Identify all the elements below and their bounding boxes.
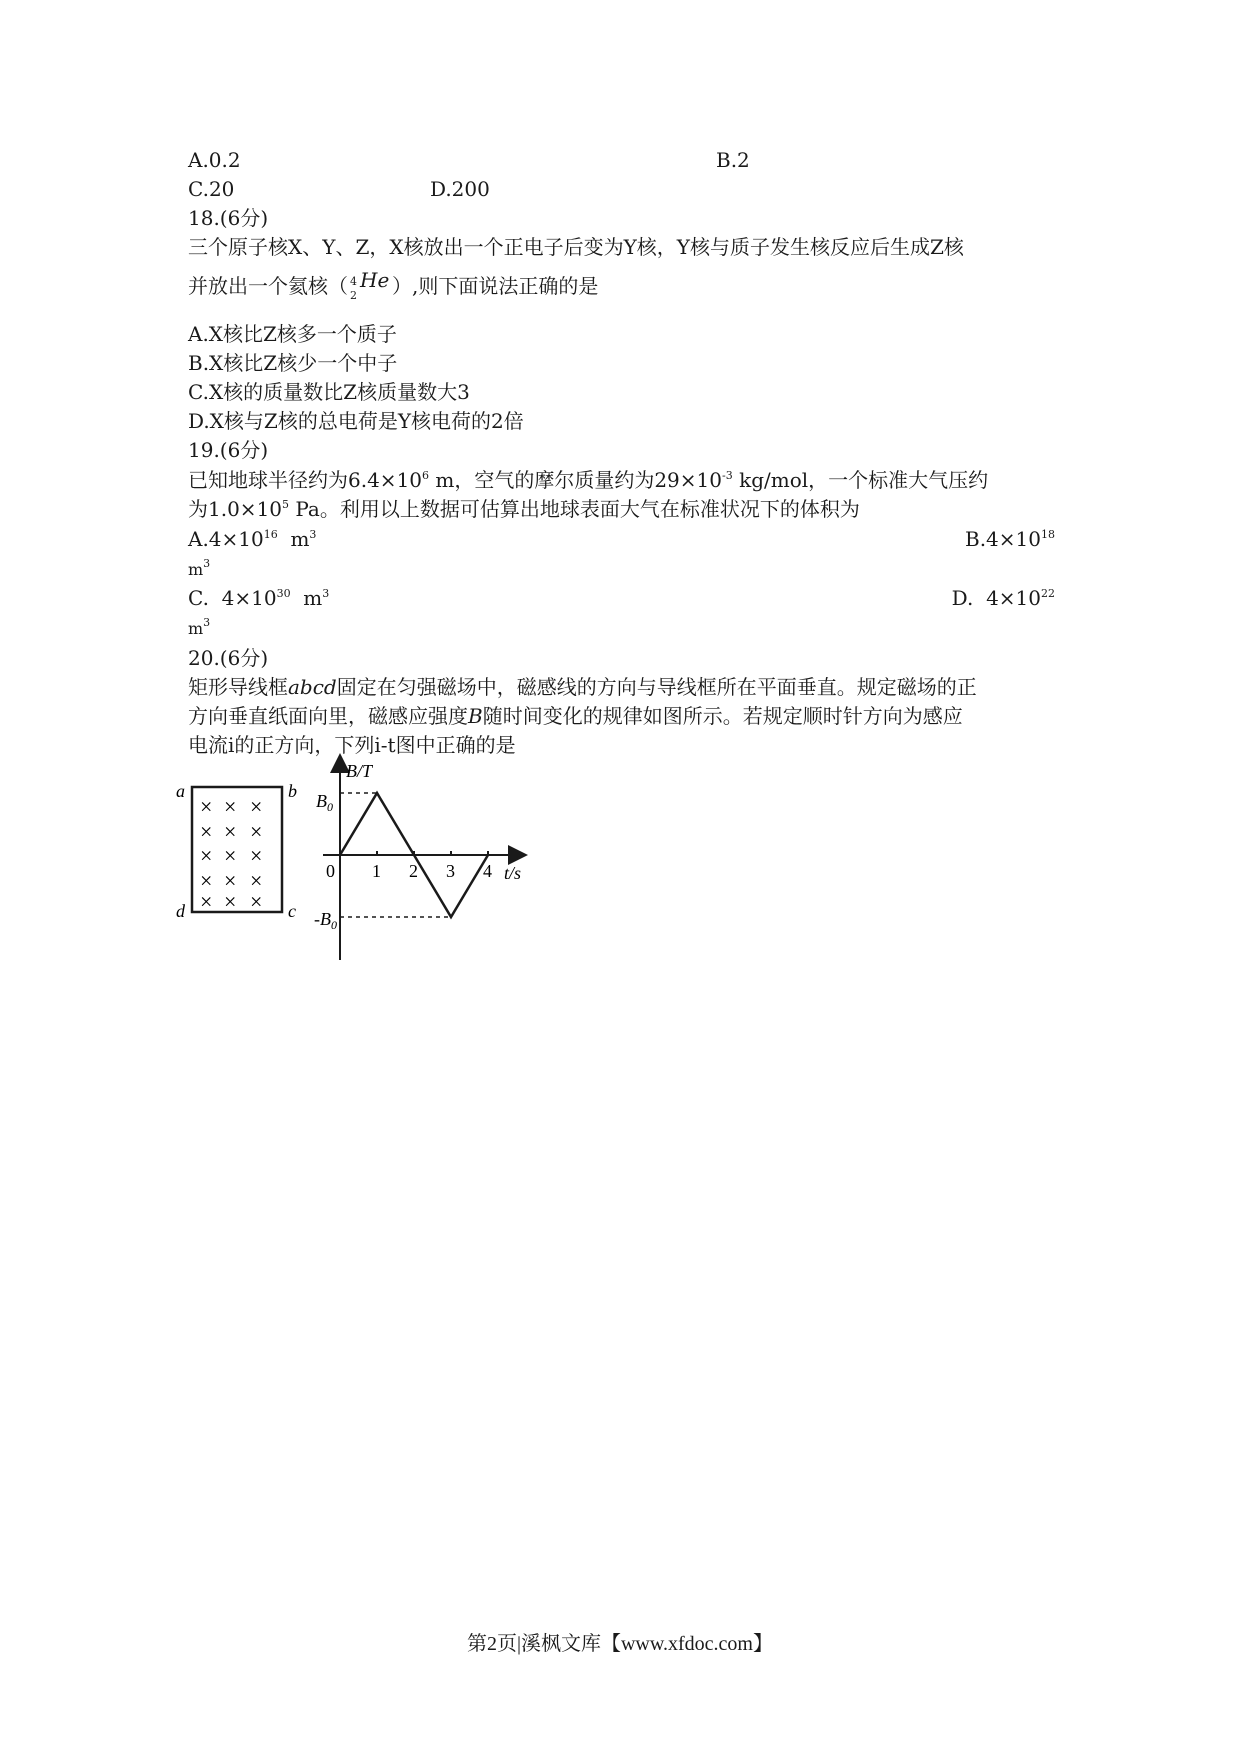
q19-stem-line1: 已知地球半径约为$6.4\times 10^6$ m，空气的摩尔质量约为$29\times 10^{-3}$ kg/mol，一个标准大气压约 xyxy=(188,468,989,492)
x-tick-label: 4 xyxy=(483,861,492,881)
q17-option-a: A.0.2 xyxy=(188,148,241,172)
loop-figure xyxy=(170,775,310,935)
x-tick-label: 0 xyxy=(326,861,335,881)
q19-option-a: $A.4\times 10^{16}$ $m^3$ xyxy=(188,527,317,551)
q18-stem-line1: 三个原子核X、Y、Z，X核放出一个正电子后变为Y核，Y核与质子发生核反应后生成Z核 xyxy=(188,235,964,259)
field-cross-mark: × xyxy=(200,868,213,893)
q18-option-b: B.X核比Z核少一个中子 xyxy=(188,351,398,375)
field-cross-mark: × xyxy=(200,843,213,868)
q19-option-d: D. $4\times 10^{22}$ xyxy=(951,586,1055,610)
q19-option-d-unit: $m^3$ xyxy=(188,616,211,638)
field-cross-mark: × xyxy=(250,843,263,868)
field-cross-mark: × xyxy=(224,868,237,893)
q20-stem-line3: 电流i的正方向，下列i-t图中正确的是 xyxy=(188,733,516,757)
q18-option-a: A.X核比Z核多一个质子 xyxy=(188,322,397,346)
q20-stem-line2: 方向垂直纸面向里，磁感应强度B随时间变化的规律如图所示。若规定顺时针方向为感应 xyxy=(188,704,963,728)
b0-label: $B_0$ xyxy=(316,791,333,814)
field-crosses xyxy=(200,794,262,914)
q18-stem-line2: 并放出一个氦核（ 4 2 He ）,则下面说法正确的是 xyxy=(188,268,599,302)
x-tick-label: 1 xyxy=(372,861,381,881)
q19-option-b-unit: $m^3$ xyxy=(188,557,211,579)
corner-a-label: a xyxy=(176,781,185,801)
q17-option-c: C.20 xyxy=(188,177,235,201)
field-cross-mark: × xyxy=(250,794,263,819)
q18-option-d: D.X核与Z核的总电荷是Y核电荷的2倍 xyxy=(188,409,524,433)
q17-option-b: B.2 xyxy=(716,148,750,172)
corner-c-label: c xyxy=(288,901,296,921)
field-cross-mark: × xyxy=(200,794,213,819)
x-tick-label: 3 xyxy=(446,861,455,881)
corner-b-label: b xyxy=(288,781,297,801)
q20-header: 20.(6分) xyxy=(188,646,269,670)
helium-nuclide: 4 2 He xyxy=(350,268,390,302)
q17-option-d: D.200 xyxy=(430,177,490,201)
q18-option-c: C.X核的质量数比Z核质量数大3 xyxy=(188,380,470,404)
neg-b0-label: $-B_0$ xyxy=(314,909,337,932)
q19-option-c: C. $4\times 10^{30}$ $m^3$ xyxy=(188,586,330,610)
field-cross-mark: × xyxy=(200,889,213,914)
x-axis-label: t/s xyxy=(504,863,522,883)
field-cross-mark: × xyxy=(224,843,237,868)
field-cross-mark: × xyxy=(200,819,213,844)
y-axis-label: B/T xyxy=(346,761,373,781)
q18-header: 18.(6分) xyxy=(188,206,269,230)
q19-stem-line2: 为$1.0\times 10^5$ Pa。利用以上数据可估算出地球表面大气在标准状况下的体积为 xyxy=(188,497,860,521)
field-cross-mark: × xyxy=(250,868,263,893)
field-cross-mark: × xyxy=(224,819,237,844)
field-cross-mark: × xyxy=(250,889,263,914)
q20-stem-line1: 矩形导线框abcd固定在匀强磁场中，磁感线的方向与导线框所在平面垂直。规定磁场的正 xyxy=(188,675,977,699)
field-cross-mark: × xyxy=(224,889,237,914)
x-tick-label: 2 xyxy=(409,861,418,881)
q19-option-b: $B.4\times 10^{18}$ xyxy=(965,527,1055,551)
field-cross-mark: × xyxy=(250,819,263,844)
page-footer: 第2页|溪枫文库【www.xfdoc.com】 xyxy=(466,1633,773,1655)
b-t-graph xyxy=(314,755,538,965)
corner-d-label: d xyxy=(176,901,185,921)
field-cross-mark: × xyxy=(224,794,237,819)
q19-header: 19.(6分) xyxy=(188,438,269,462)
